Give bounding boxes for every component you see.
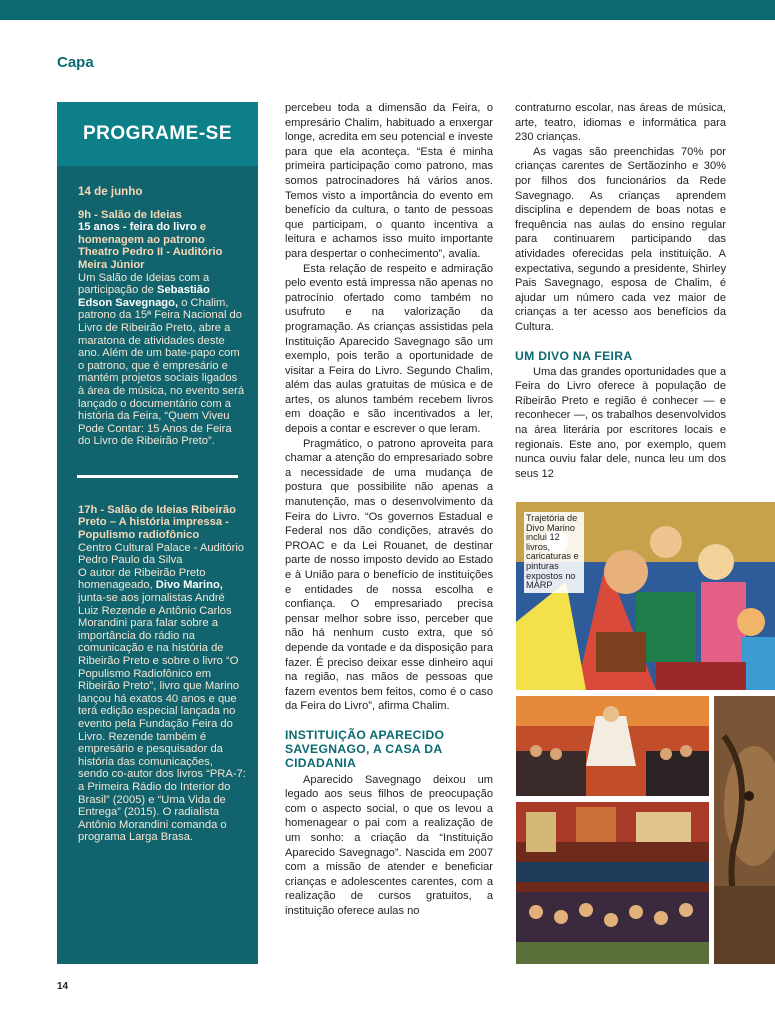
event-1-desc-rest: o Chalim, patrono da 15ª Feira Nacional do Livro de Ribeirão Preto, abre a maratona de atividades deste ano. Além de um bate-papo com o patrono, que é empresário e mantém projetos sociais ligados à área de música, no evento será lançado o documentário com a história da Feira, “Quem Viveu Pode Contar: 15 Anos de Feira do Livro de Ribeirão Preto”. [78, 296, 245, 448]
event-1-title-rest: e homenagem ao patrono Theatro Pedro II - Auditório Meira Júnior [78, 221, 223, 271]
article-column-2 [515, 101, 726, 481]
event-2-description [78, 567, 246, 844]
event-1-title [78, 221, 246, 271]
event-date: 14 de junho [78, 185, 143, 198]
painting-photo-crowd [516, 802, 709, 964]
programe-se-body [57, 166, 258, 844]
programe-se-box [57, 102, 258, 964]
event-1 [78, 209, 246, 448]
col1-paragraph-4: Aparecido Savegnago deixou um legado aos seus filhos de preocupação com o aspecto social, o que os levou a homenagear o pai com a realização de um sonho: a criação da “Instituição Aparecido Savegnago”. Nascida em 2007 com a missão de atender e beneficiar crianças e adolescentes carentes, com a realização de cursos gratuitos, a instituição oferece aulas no [285, 773, 493, 917]
painting-photo-portrait [714, 696, 775, 964]
col1-subheading: INSTITUIÇÃO APARECIDO SAVEGNAGO, A CASA DA CIDADANIA [285, 727, 445, 771]
event-2-desc-rest: junta-se aos jornalistas André Luiz Rezende e Antônio Carlos Morandini para falar sobre a importância do rádio na comunicação e na história de Ribeirão Preto e sobre o livro “O Populismo Radiofônico em Ribeirão Preto”, livro que Marino lançou há exatos 40 anos e que terá edição especial lançada no evento pela Fundação Feira do Livro. Rezende também é empresário e pesquisador da história das comunicações, sendo co-autor dos livros “PRA-7: a Primeira Rádio do Interior do Brasil” (2005) e “Uma Vida de Entrega” (2015). O radialista Antônio Morandini comanda o programa Larga Brasa. [78, 592, 246, 844]
col2-paragraph-3: Uma das grandes oportunidades que a Feira do Livro oferece à população de Ribeirão Preto e região é conhecer — e reconhecer —, os trabalhos desenvolvidos na área literária por escritores locais e regionais. Este ano, por exemplo, quem nunca ouviu falar dele, nunca leu um dos seus 12 [515, 365, 726, 480]
event-1-description [78, 272, 246, 448]
top-color-bar [0, 0, 775, 20]
col1-paragraph-2: Esta relação de respeito e admiração pelo evento está impressa não apenas no patrocínio ofertado como também no usufruto e na valorização da programação. As crianças assistidas pela Instituição Aparecido Savegnago são um exemplo, pois terão a oportunidade de visitar a Feira do Livro. Segundo Chalim, além das aulas gratuitas de música e de artes, os alunos também recebem livros em doação e são incentivados a ler, depois a contar e escrever o que leram. [285, 262, 493, 436]
event-1-title-highlight: 15 anos - feira do livro [78, 221, 197, 234]
event-2-author-name: Divo Marino, [155, 579, 223, 592]
col1-paragraph-1: percebeu toda a dimensão da Feira, o empresário Chalim, habituado a enxergar longe, acredita em seu potencial e investe para que ela aconteça. “Esta é minha primeira participação como patrono, mas somos patrocinadores há vários anos. Temos visto a importância do evento em benefício da cultura, o tanto de pessoas que participam, o quanto incentiva a leitura e achamos isso muito importante para despertar o conhecimento”, avalia. [285, 102, 493, 260]
col1-paragraph-3: Pragmático, o patrono aproveita para chamar a atenção do empresariado sobre a necessidade de uma mudança de postura que possibilite não apenas a manutenção, mas o desenvolvimento da Feira do Livro. “Os governos Estadual e Federal nos dão condições, através do PROAC e da Lei Rouanet, de destinar parte de nosso imposto devido ao Estado e à União para o benefício de instituições e entidades de nossa escolha e confiança. O empresariado precisa pensar melhor sobre isso, perceber que não há nenhum custo extra, que só depende da vontade e da disposição para fazer. É preciso deixar esse dinheiro aqui na região, nas mãos de pessoas que fazem eventos bem feitos, como é o caso da Feira do Livro”, afirma Chalim. [285, 437, 493, 713]
programe-se-header [57, 102, 258, 166]
event-1-patron-name: Sebastião Edson Savegnago, [78, 284, 210, 309]
event-1-time: 9h - Salão de Ideias [78, 208, 182, 221]
programe-se-title: PROGRAME-SE [82, 123, 233, 144]
event-2 [78, 504, 246, 844]
page-number: 14 [57, 981, 69, 992]
col2-subheading: UM DIVO NA FEIRA [515, 348, 633, 363]
col2-paragraph-2: As vagas são preenchidas 70% por crianças carentes de Sertãozinho e 30% por filhos dos funcionários da Rede Savegnago. As crianças aprendem disciplina e dependem de boas notas e frequência nas aulas do ensino regular para continuarem participando das atividades oferecidas pela instituição. A expectativa, segundo a presidente, Shirley Pais Savegnago, esposa de Chalim, é ajudar um número cada vez maior de crianças a ter acesso aos benefícios da Cultura. [515, 145, 726, 333]
event-1-desc-start: Um Salão de Ideias com a participação de [78, 271, 210, 297]
col2-paragraph-1: contraturno escolar, nas áreas de música, arte, teatro, idiomas e informática para 230 crianças. [515, 102, 726, 144]
painting-photo-jesus [516, 696, 709, 796]
event-2-place: Centro Cultural Palace - Auditório Pedro Paulo da Silva [78, 541, 245, 567]
article-column-1 [285, 101, 493, 918]
section-label: Capa [57, 54, 94, 71]
sidebar-divider [77, 475, 238, 478]
photo-caption: Trajetória de Divo Marino inclui 12 livros, caricaturas e pinturas expostos no MARP [524, 512, 584, 593]
event-2-title: 17h - Salão de Ideias Ribeirão Preto – A história impressa - Populismo radiofônico [78, 503, 236, 542]
event-2-desc-start: O autor de Ribeirão Preto homenageado, [78, 566, 206, 592]
